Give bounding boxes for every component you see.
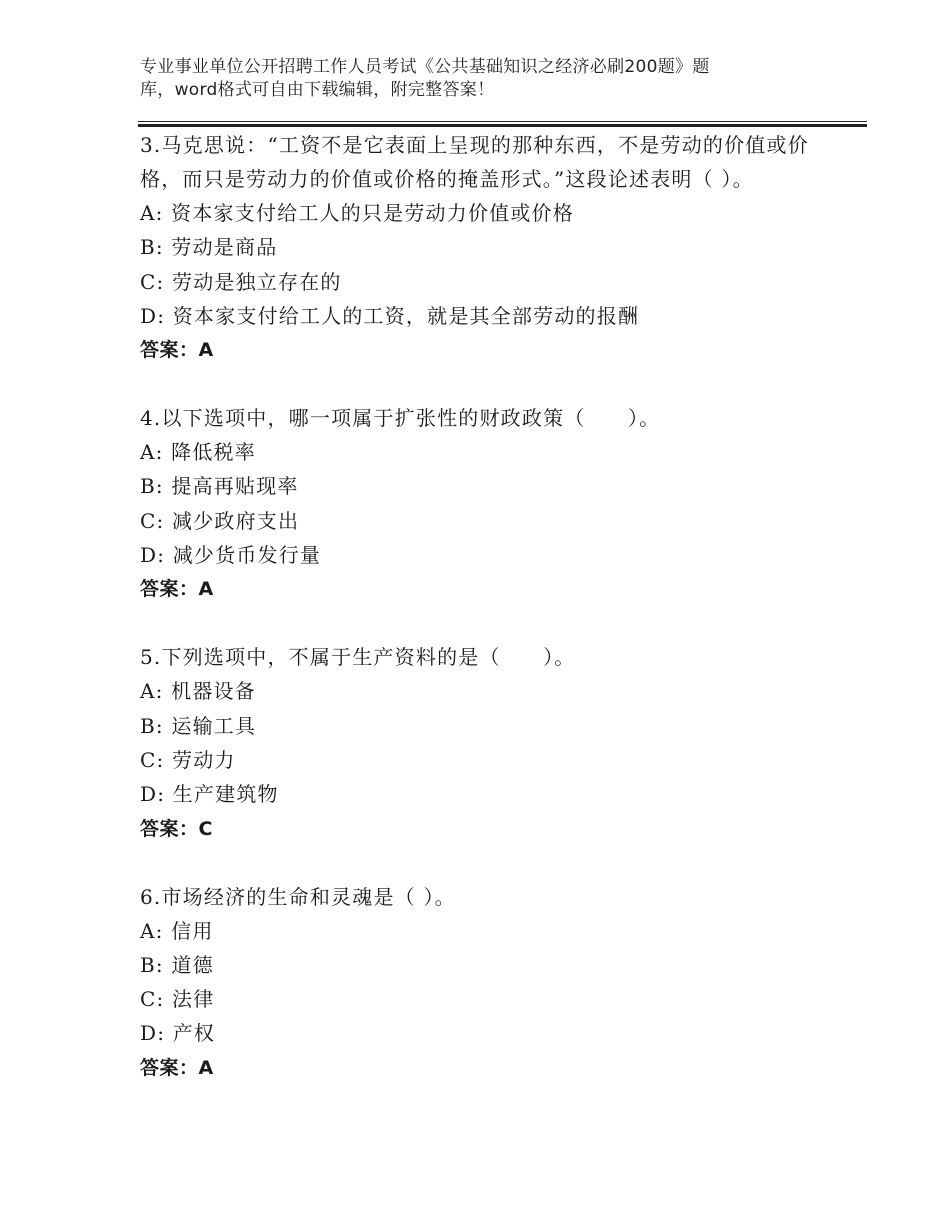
option-d: D: 资本家支付给工人的工资，就是其全部劳动的报酬: [140, 303, 640, 328]
option-b: B: 运输工具: [140, 713, 257, 738]
question-4: [140, 401, 830, 606]
header-line-2: 库，word格式可自由下载编辑，附完整答案！: [140, 80, 495, 100]
option-c: C: 劳动力: [140, 747, 236, 772]
question-stem: 6.市场经济的生命和灵魂是（ ）。: [140, 884, 456, 909]
header-rule-thick: [138, 124, 867, 127]
question-stem: 3.马克思说：“工资不是它表面上呈现的那种东西，不是劳动的价值或价格，而只是劳动力的价值或价格的掩盖形式。”这段论述表明（ ）。: [140, 133, 809, 191]
question-spacer: [140, 606, 830, 640]
option-a: A: 信用: [140, 918, 214, 943]
option-b: B: 道德: [140, 952, 214, 977]
header-line-1: 专业事业单位公开招聘工作人员考试《公共基础知识之经济必刷200题》题: [140, 57, 710, 77]
option-d: D: 产权: [140, 1021, 216, 1046]
option-b: B: 劳动是商品: [140, 235, 278, 260]
option-a: A: 机器设备: [140, 679, 256, 704]
answer-line: 答案：A: [140, 578, 214, 601]
option-a: A: 降低税率: [140, 440, 256, 465]
question-stem: 5.下列选项中，不属于生产资料的是（ ）。: [140, 645, 576, 670]
option-d: D: 生产建筑物: [140, 782, 279, 807]
question-6: [140, 880, 830, 1085]
question-list: [140, 128, 830, 1085]
header-rule-thin: [138, 121, 867, 122]
answer-line: 答案：A: [140, 339, 214, 362]
option-c: C: 劳动是独立存在的: [140, 269, 342, 294]
option-a: A: 资本家支付给工人的只是劳动力价值或价格: [140, 201, 574, 225]
question-stem: 4.以下选项中，哪一项属于扩张性的财政政策（ ）。: [140, 406, 661, 431]
document-header: [140, 56, 780, 102]
question-spacer: [140, 846, 830, 880]
question-5: [140, 640, 830, 845]
question-3: [140, 128, 830, 367]
answer-line: 答案：C: [140, 817, 213, 840]
option-c: C: 减少政府支出: [140, 508, 300, 533]
option-b: B: 提高再贴现率: [140, 474, 299, 499]
option-c: C: 法律: [140, 987, 215, 1012]
option-d: D: 减少货币发行量: [140, 543, 322, 568]
question-spacer: [140, 367, 830, 401]
answer-line: 答案：A: [140, 1056, 214, 1079]
